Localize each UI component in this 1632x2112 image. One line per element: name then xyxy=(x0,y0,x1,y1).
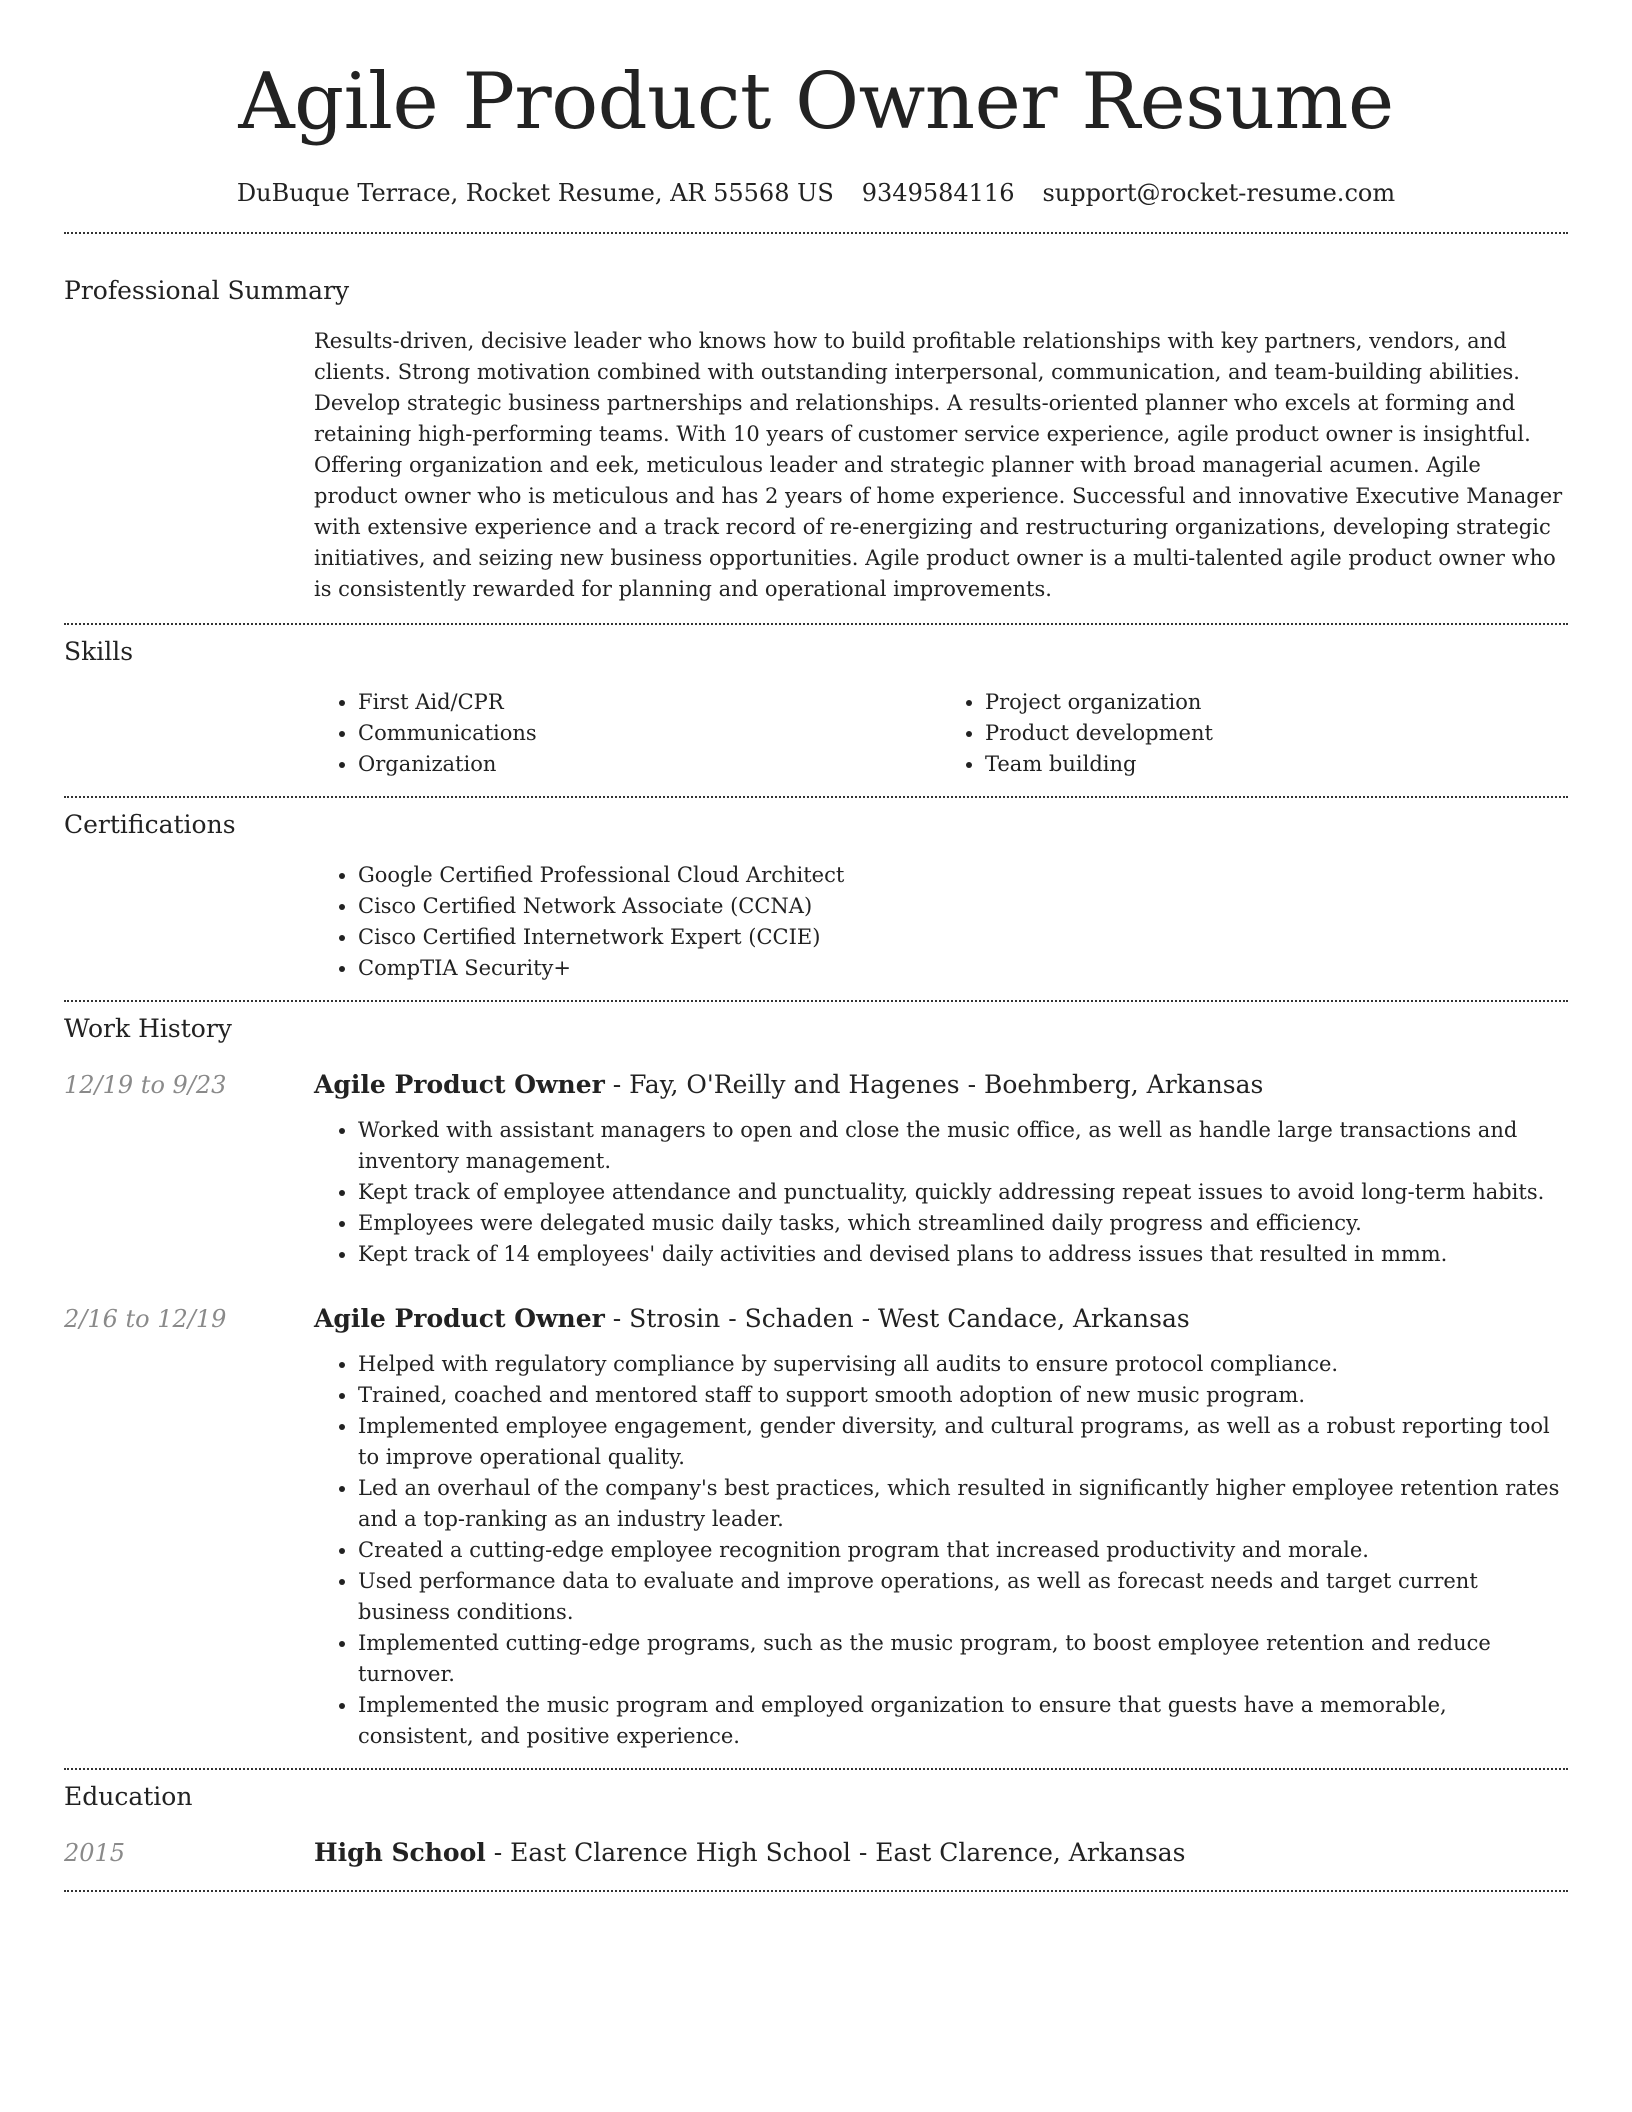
job-duty: • Used performance data to evaluate and improve operations, as well as forecast needs and target current business conditions. xyxy=(358,1566,1568,1628)
summary-text: Results-driven, decisive leader who knows how to build profitable relationships with key partners, vendors, and clients. Strong motivation combined with outstanding interpersonal, communication, and team-building abilities. Develop strategic business partnerships and relationships. A results-oriented planner who excels at forming and retaining high-performing teams. With 10 years of customer service experience, agile product owner is insightful. Offering organization and eek, meticulous leader and strategic planner with broad managerial acumen. Agile product owner who is meticulous and has 2 years of home experience. Successful and innovative Executive Manager with extensive experience and a track record of re-energizing and restructuring organizations, developing strategic initiatives, and seizing new business opportunities. Agile product owner is a multi-talented agile product owner who is consistently rewarded for planning and operational improvements. xyxy=(314,329,1563,601)
job-employer-location: - Strosin - Schaden - West Candace, Arkansas xyxy=(604,1304,1190,1333)
job-title xyxy=(314,1068,1263,1102)
contact-phone: 9349584116 xyxy=(861,179,1015,207)
job-entry xyxy=(64,1302,1568,1752)
certification-item: • Cisco Certified Internetwork Expert (CCIE) xyxy=(358,922,1568,953)
job-entry xyxy=(64,1068,1568,1270)
skills-list-right xyxy=(941,687,1568,780)
job-duty: • Kept track of 14 employees' daily activities and devised plans to address issues that resulted in mmm. xyxy=(358,1239,1568,1270)
job-duty: • Employees were delegated music daily tasks, which streamlined daily progress and efficiency. xyxy=(358,1208,1568,1239)
job-duty: • Kept track of employee attendance and punctuality, quickly addressing repeat issues to avoid long-term habits. xyxy=(358,1177,1568,1208)
skill-item: • Organization xyxy=(358,749,941,780)
page-title: Agile Product Owner Resume xyxy=(238,57,1394,147)
education-date: 2015 xyxy=(64,1839,126,1867)
skill-item: • Product development xyxy=(985,718,1568,749)
certifications-list xyxy=(314,860,1568,984)
section-heading-summary: Professional Summary xyxy=(64,276,350,305)
contact-line xyxy=(64,176,1568,210)
job-duty: • Implemented employee engagement, gender diversity, and cultural programs, as well as a robust reporting tool to improve operational quality. xyxy=(358,1411,1568,1473)
job-duty: • Trained, coached and mentored staff to support smooth adoption of new music program. xyxy=(358,1380,1568,1411)
job-date: 2/16 to 12/19 xyxy=(64,1305,227,1333)
certification-item: • CompTIA Security+ xyxy=(358,953,1568,984)
job-date: 12/19 to 9/23 xyxy=(64,1071,227,1099)
contact-email[interactable]: support@rocket-resume.com xyxy=(1042,179,1396,207)
section-heading-education: Education xyxy=(64,1782,193,1811)
job-role: Agile Product Owner xyxy=(314,1070,605,1099)
education-school-location: - East Clarence High School - East Clarence, Arkansas xyxy=(485,1838,1186,1867)
professional-summary-section xyxy=(64,234,1568,605)
education-section xyxy=(64,1770,1568,1870)
certification-item: • Cisco Certified Network Associate (CCNA) xyxy=(358,891,1568,922)
job-duty: • Implemented the music program and employed organization to ensure that guests have a memorable, consistent, and positive experience. xyxy=(358,1690,1568,1752)
divider xyxy=(64,1890,1568,1892)
skill-item: • Project organization xyxy=(985,687,1568,718)
job-duty: • Led an overhaul of the company's best practices, which resulted in significantly higher employee retention rates and a top-ranking as an industry leader. xyxy=(358,1473,1568,1535)
section-heading-certifications: Certifications xyxy=(64,810,236,839)
job-duties-list xyxy=(314,1115,1568,1270)
job-duty: • Helped with regulatory compliance by supervising all audits to ensure protocol compliance. xyxy=(358,1349,1568,1380)
job-role: Agile Product Owner xyxy=(314,1304,605,1333)
job-title xyxy=(314,1302,1190,1336)
job-employer-location: - Fay, O'Reilly and Hagenes - Boehmberg, Arkansas xyxy=(604,1070,1264,1099)
education-degree: High School xyxy=(314,1838,486,1867)
job-duties-list xyxy=(314,1349,1568,1752)
job-duty: • Created a cutting-edge employee recognition program that increased productivity and morale. xyxy=(358,1535,1568,1566)
job-duty: • Worked with assistant managers to open and close the music office, as well as handle large transactions and inventory management. xyxy=(358,1115,1568,1177)
skills-list-left xyxy=(314,687,941,780)
certification-item: • Google Certified Professional Cloud Architect xyxy=(358,860,1568,891)
certifications-section xyxy=(64,798,1568,984)
skill-item: • Communications xyxy=(358,718,941,749)
work-history-section xyxy=(64,1002,1568,1752)
section-heading-work-history: Work History xyxy=(64,1014,232,1043)
education-title xyxy=(314,1836,1186,1870)
skills-section xyxy=(64,625,1568,780)
job-duty: • Implemented cutting-edge programs, such as the music program, to boost employee retention and reduce turnover. xyxy=(358,1628,1568,1690)
section-heading-skills: Skills xyxy=(64,637,134,666)
skill-item: • Team building xyxy=(985,749,1568,780)
contact-address: DuBuque Terrace, Rocket Resume, AR 55568 US xyxy=(236,179,834,207)
skill-item: • First Aid/CPR xyxy=(358,687,941,718)
education-entry xyxy=(64,1836,1568,1870)
